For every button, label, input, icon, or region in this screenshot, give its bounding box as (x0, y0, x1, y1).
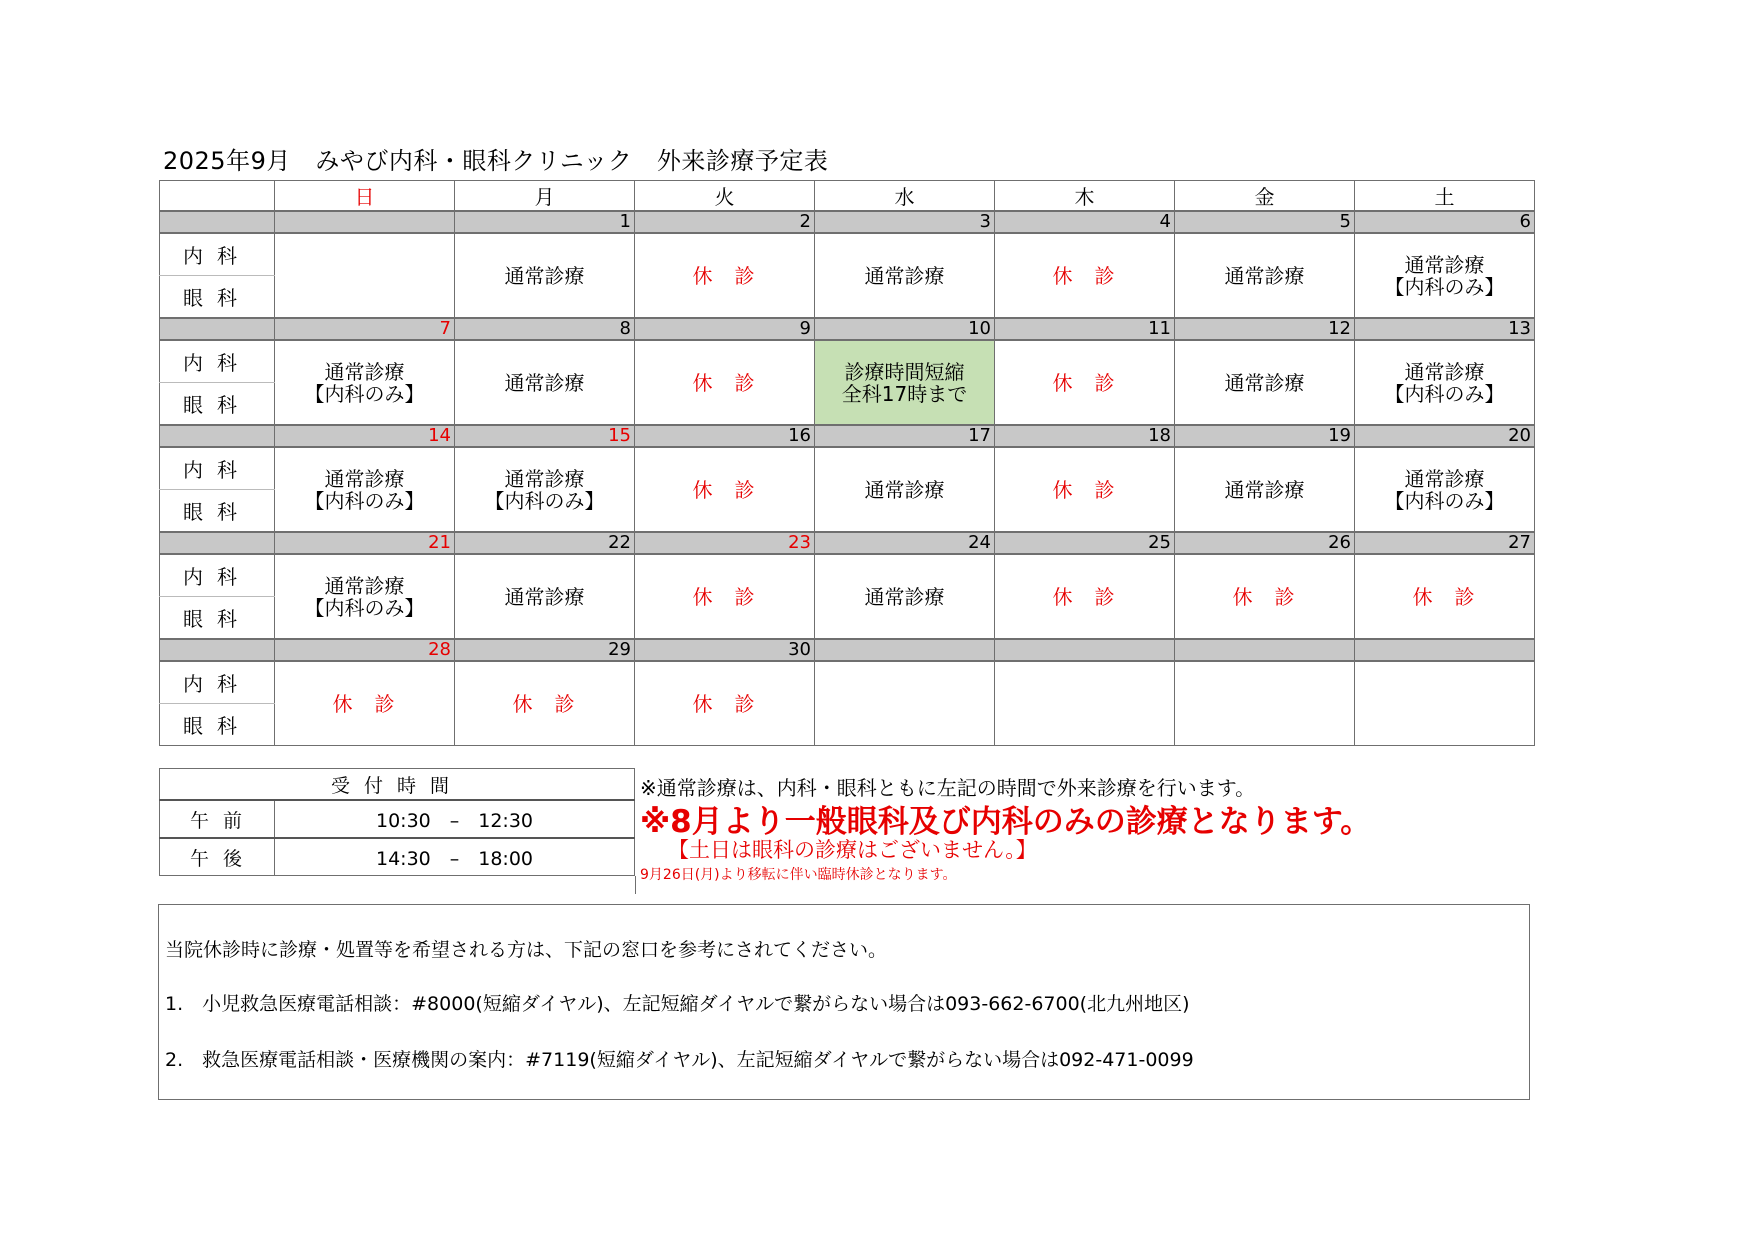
schedule-text: 通常診療 (864, 584, 945, 609)
closed-label: 休診 (692, 370, 777, 395)
dept-eye-label: 眼科 (160, 276, 275, 319)
schedule-cell (1175, 554, 1355, 639)
schedule-cell (275, 233, 455, 318)
schedule-text: 通常診療 (504, 263, 585, 288)
schedule-cell (815, 340, 995, 425)
schedule-table (159, 180, 1535, 746)
date-row (160, 639, 1535, 661)
schedule-cell (275, 554, 455, 639)
emergency-item-2: 2. 救急医療電話相談・医療機関の案内：#7119(短縮ダイヤル)、左記短縮ダイヤルで繋がらない場合は092-471-0099 (165, 1049, 1194, 1071)
schedule-text: 通常診療 (324, 466, 405, 491)
weekday-sun: 日 (275, 181, 455, 212)
date-number: 28 (275, 639, 455, 661)
schedule-cell (995, 233, 1175, 318)
date-number: 13 (1355, 318, 1535, 340)
schedule-text: 【内科のみ】 (304, 381, 425, 406)
weekday-tue: 火 (635, 181, 815, 212)
date-number: 7 (275, 318, 455, 340)
date-number: 30 (635, 639, 815, 661)
schedule-text: 【内科のみ】 (304, 595, 425, 620)
reception-table-tail (158, 876, 636, 894)
date-row-label (160, 532, 275, 554)
schedule-cell (1355, 233, 1535, 318)
schedule-cell (815, 554, 995, 639)
date-number: 4 (995, 211, 1175, 233)
schedule-row (160, 554, 1535, 597)
date-row-label (160, 318, 275, 340)
date-number: 20 (1355, 425, 1535, 447)
date-number: 29 (455, 639, 635, 661)
dept-internal-label: 内科 (160, 661, 275, 704)
closed-label: 休診 (1232, 584, 1317, 609)
emergency-intro: 当院休診時に診療・処置等を希望される方は、下記の窓口を参考にされてください。 (165, 939, 888, 961)
reception-hours-table (159, 768, 635, 876)
date-number (995, 639, 1175, 661)
dept-eye-label: 眼科 (160, 490, 275, 533)
schedule-cell (995, 447, 1175, 532)
closed-label: 休診 (692, 477, 777, 502)
date-number: 21 (275, 532, 455, 554)
schedule-body (160, 181, 1535, 746)
schedule-text: 通常診療 (1404, 466, 1485, 491)
date-number: 15 (455, 425, 635, 447)
schedule-cell (455, 340, 635, 425)
morning-time: 10:30 – 12:30 (275, 800, 635, 838)
emergency-item-1: 1. 小児救急医療電話相談：#8000(短縮ダイヤル)、左記短縮ダイヤルで繋がらない場合は093-662-6700(北九州地区) (165, 993, 1190, 1015)
date-number: 24 (815, 532, 995, 554)
normal-hours-note: ※通常診療は、内科・眼科ともに左記の時間で外来診療を行います。 (640, 776, 1256, 800)
morning-label: 午前 (160, 800, 275, 838)
schedule-text: 通常診療 (1224, 370, 1305, 395)
weekday-wed: 水 (815, 181, 995, 212)
date-number: 3 (815, 211, 995, 233)
closed-label: 休診 (692, 584, 777, 609)
schedule-cell (455, 233, 635, 318)
schedule-text: 通常診療 (504, 466, 585, 491)
corner-cell (160, 181, 275, 212)
date-row (160, 425, 1535, 447)
date-number: 12 (1175, 318, 1355, 340)
emergency-info-box (158, 904, 1530, 1100)
weekend-notice: 【土日は眼科の診療はございません。】 (668, 838, 1037, 862)
schedule-text: 【内科のみ】 (304, 488, 425, 513)
dept-eye-label: 眼科 (160, 704, 275, 746)
schedule-cell (1355, 661, 1535, 746)
closed-label: 休診 (1052, 477, 1137, 502)
dept-eye-label: 眼科 (160, 383, 275, 426)
date-number: 1 (455, 211, 635, 233)
date-number: 27 (1355, 532, 1535, 554)
date-number: 17 (815, 425, 995, 447)
schedule-text: 全科17時まで (841, 381, 968, 406)
schedule-text: 通常診療 (864, 263, 945, 288)
schedule-cell (635, 340, 815, 425)
dept-internal-label: 内科 (160, 233, 275, 276)
closed-label: 休診 (1052, 584, 1137, 609)
schedule-cell (635, 447, 815, 532)
schedule-row (160, 661, 1535, 704)
schedule-cell (995, 661, 1175, 746)
schedule-text: 通常診療 (1404, 359, 1485, 384)
closed-label: 休診 (1052, 263, 1137, 288)
schedule-cell (815, 233, 995, 318)
weekday-sat: 土 (1355, 181, 1535, 212)
schedule-text: 通常診療 (864, 477, 945, 502)
schedule-cell (1355, 340, 1535, 425)
page-title: 2025年9月 みやび内科・眼科クリニック 外来診療予定表 (163, 147, 829, 175)
schedule-cell (455, 447, 635, 532)
schedule-cell (1175, 447, 1355, 532)
date-number: 19 (1175, 425, 1355, 447)
schedule-text: 通常診療 (1224, 477, 1305, 502)
closed-label: 休診 (692, 263, 777, 288)
date-number: 8 (455, 318, 635, 340)
date-number: 25 (995, 532, 1175, 554)
schedule-text: 通常診療 (504, 370, 585, 395)
schedule-text: 診療時間短縮 (844, 359, 965, 384)
dept-internal-label: 内科 (160, 447, 275, 490)
date-row (160, 532, 1535, 554)
schedule-cell (995, 340, 1175, 425)
schedule-text: 通常診療 (1404, 252, 1485, 277)
schedule-text: 通常診療 (324, 573, 405, 598)
closed-label: 休診 (1412, 584, 1497, 609)
closed-label: 休診 (1052, 370, 1137, 395)
relocation-notice: 9月26日(月)より移転に伴い臨時休診となります。 (640, 867, 957, 883)
weekday-mon: 月 (455, 181, 635, 212)
schedule-cell (815, 661, 995, 746)
schedule-row (160, 340, 1535, 383)
date-row-label (160, 639, 275, 661)
date-number (815, 639, 995, 661)
date-number: 22 (455, 532, 635, 554)
date-number: 18 (995, 425, 1175, 447)
schedule-cell (1355, 554, 1535, 639)
closed-label: 休診 (692, 691, 777, 716)
closed-label: 休診 (332, 691, 417, 716)
schedule-row (160, 447, 1535, 490)
schedule-cell (1175, 340, 1355, 425)
afternoon-label: 午後 (160, 838, 275, 876)
schedule-cell (635, 554, 815, 639)
reception-header: 受付時間 (160, 769, 635, 801)
date-number: 5 (1175, 211, 1355, 233)
schedule-cell (635, 661, 815, 746)
date-number: 14 (275, 425, 455, 447)
date-number: 10 (815, 318, 995, 340)
dept-internal-label: 内科 (160, 340, 275, 383)
dept-eye-label: 眼科 (160, 597, 275, 640)
schedule-cell (1175, 661, 1355, 746)
dept-internal-label: 内科 (160, 554, 275, 597)
date-number: 9 (635, 318, 815, 340)
date-number: 23 (635, 532, 815, 554)
date-number: 11 (995, 318, 1175, 340)
schedule-cell (275, 661, 455, 746)
date-number (1355, 639, 1535, 661)
closed-label: 休診 (512, 691, 597, 716)
schedule-cell (275, 340, 455, 425)
date-number (275, 211, 455, 233)
august-notice: ※8月より一般眼科及び内科のみの診療となります。 (640, 804, 1372, 840)
date-number: 26 (1175, 532, 1355, 554)
schedule-cell (1355, 447, 1535, 532)
schedule-text: 通常診療 (1224, 263, 1305, 288)
date-row (160, 211, 1535, 233)
schedule-text: 【内科のみ】 (1384, 488, 1505, 513)
weekday-fri: 金 (1175, 181, 1355, 212)
date-number: 16 (635, 425, 815, 447)
schedule-cell (995, 554, 1175, 639)
weekday-thu: 木 (995, 181, 1175, 212)
date-number (1175, 639, 1355, 661)
schedule-text: 通常診療 (504, 584, 585, 609)
schedule-cell (455, 554, 635, 639)
schedule-cell (1175, 233, 1355, 318)
schedule-text: 通常診療 (324, 359, 405, 384)
schedule-cell (635, 233, 815, 318)
schedule-row (160, 233, 1535, 276)
date-row-label (160, 425, 275, 447)
schedule-text: 【内科のみ】 (484, 488, 605, 513)
date-number: 2 (635, 211, 815, 233)
date-row (160, 318, 1535, 340)
schedule-text: 【内科のみ】 (1384, 381, 1505, 406)
schedule-cell (275, 447, 455, 532)
date-row-label (160, 211, 275, 233)
afternoon-time: 14:30 – 18:00 (275, 838, 635, 876)
schedule-cell (455, 661, 635, 746)
schedule-cell (815, 447, 995, 532)
date-number: 6 (1355, 211, 1535, 233)
schedule-text: 【内科のみ】 (1384, 274, 1505, 299)
weekday-header-row (160, 181, 1535, 212)
